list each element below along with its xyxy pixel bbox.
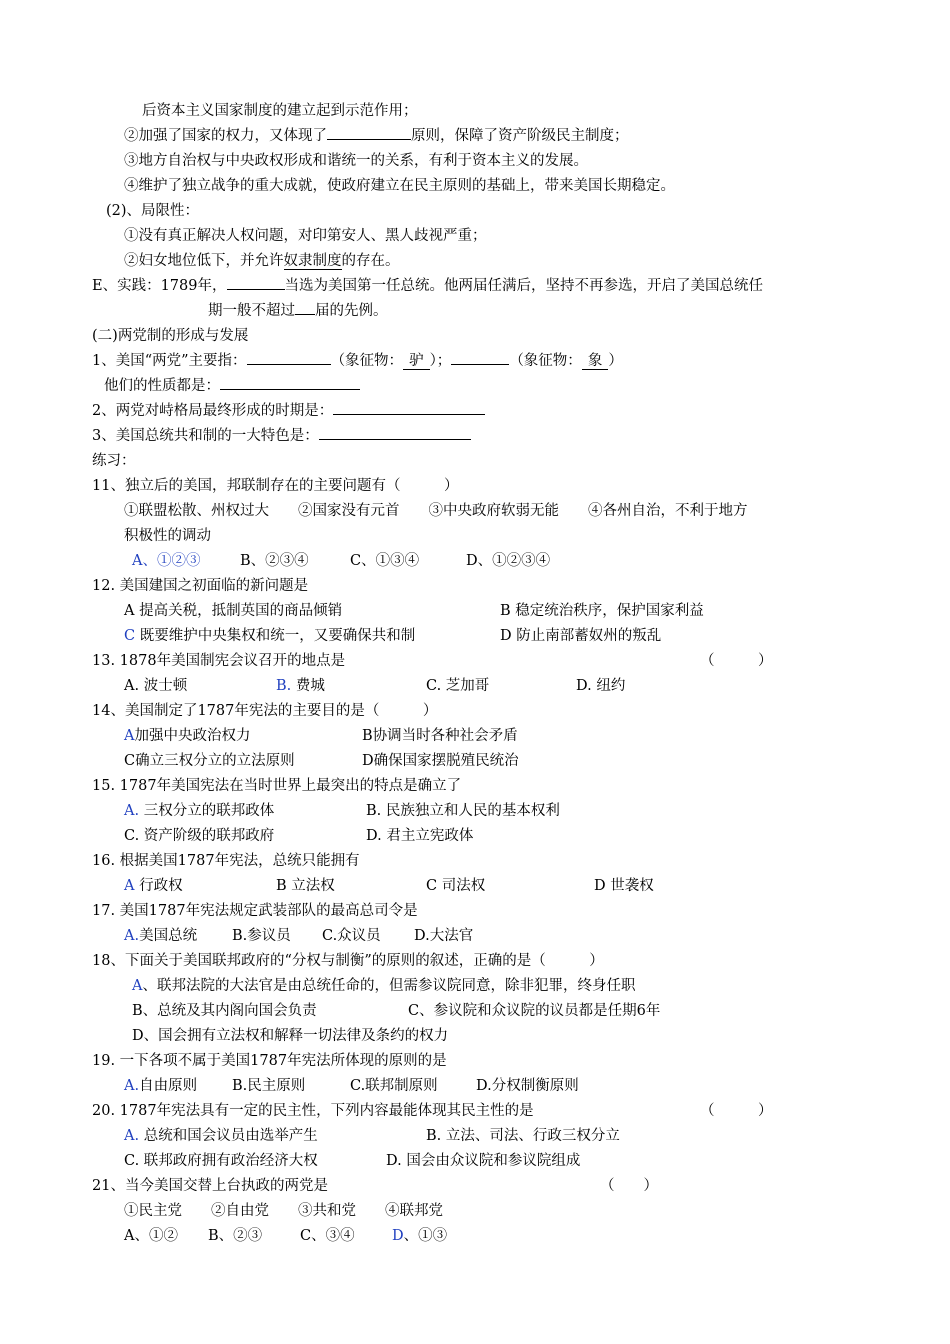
q16-option-c: C 司法权 [426, 878, 486, 894]
text: 他们的性质都是： [104, 378, 220, 394]
blank [220, 389, 360, 390]
q21-option-c: C、③④ [300, 1228, 355, 1244]
q14-option-d: D确保国家摆脱殖民统治 [362, 753, 519, 769]
q17-option-a [124, 927, 197, 945]
q11-option-b: B、②③④ [240, 553, 309, 569]
text: 加强中央政治权力 [134, 728, 251, 744]
q19-option-c: C.联邦制原则 [350, 1078, 438, 1094]
q12-stem: 12. 美国建国之初面临的新问题是 [92, 578, 309, 594]
q17-stem: 17. 美国1787年宪法规定武装部队的最高总司令是 [92, 903, 418, 919]
limitations-item-2 [124, 252, 400, 270]
answer-letter: A. [124, 928, 140, 944]
two-party-nature [104, 377, 360, 395]
q20-stem: 20. 1787年宪法具有一定的民主性，下列内容最能体现其民主性的是 [92, 1103, 534, 1119]
answer-letter: A [124, 878, 135, 894]
q21-stem: 21、当今美国交替上台执政的两党是 [92, 1178, 328, 1194]
q18-option-a [132, 977, 635, 995]
q19-option-b: B.民主原则 [232, 1078, 306, 1094]
answer-letter: A. [124, 1078, 140, 1094]
q15-stem: 15. 1787年美国宪法在当时世界上最突出的特点是确立了 [92, 778, 462, 794]
exercise-heading: 练习： [92, 453, 136, 469]
answer-letter: A [124, 728, 135, 744]
text: ②妇女地位低下，并允许 [124, 253, 284, 269]
two-party-q1 [92, 352, 623, 370]
q12-option-a: A 提高关税，抵制英国的商品倾销 [124, 603, 343, 619]
q13-option-d: D. 纽约 [576, 678, 626, 694]
text: 、①③ [403, 1228, 448, 1244]
q16-option-a [124, 877, 183, 895]
text: 的存在。 [341, 253, 400, 269]
text: ） [608, 353, 623, 369]
q20-option-d: D. 国会由众议院和参议院组成 [386, 1153, 581, 1169]
blank [295, 314, 315, 315]
text: 届的先例。 [315, 303, 388, 319]
q15-option-d: D. 君主立宪政体 [366, 828, 474, 844]
text: 期一般不超过 [208, 303, 295, 319]
q14-option-b: B协调当时各种社会矛盾 [362, 728, 518, 744]
blank [319, 439, 471, 440]
two-party-q2 [92, 402, 485, 420]
symbol-elephant: 象 [582, 353, 609, 370]
symbol-donkey: 驴 [403, 353, 430, 370]
practice-line-1 [92, 277, 763, 295]
q13-option-c: C. 芝加哥 [426, 678, 490, 694]
q14-stem: 14、美国制定了1787年宪法的主要目的是（ ） [92, 703, 438, 719]
answer-letter: A. [124, 1128, 140, 1144]
q11-option-d: D、①②③④ [466, 553, 551, 569]
blank [227, 289, 285, 290]
text: （象征物： [509, 353, 582, 369]
q13-option-a: A. 波士顿 [124, 678, 188, 694]
significance-item-4: ④维护了独立战争的重大成就，使政府建立在民主原则的基础上，带来美国长期稳定。 [124, 178, 675, 194]
significance-item-2 [124, 127, 629, 145]
q20-option-c: C. 联邦政府拥有政治经济大权 [124, 1153, 318, 1169]
answer-letter: A. [124, 803, 140, 819]
q21-option-d [392, 1227, 447, 1245]
q19-option-a [124, 1077, 197, 1095]
q14-option-c: C确立三权分立的立法原则 [124, 753, 295, 769]
q11-options-line-1: ①联盟松散、州权过大 ②国家没有元首 ③中央政府软弱无能 ④各州自治，不利于地方 [124, 503, 748, 519]
text: 3、美国总统共和制的一大特色是： [92, 428, 319, 444]
q21-option-a: A、①② [124, 1228, 178, 1244]
text: E、实践：1789年， [92, 278, 227, 294]
q15-option-a [124, 802, 274, 820]
q19-stem: 19. 一下各项不属于美国1787年宪法所体现的原则的是 [92, 1053, 447, 1069]
q11-option-c: C、①③④ [350, 553, 420, 569]
practice-line-2 [208, 302, 388, 320]
text: 2、两党对峙格局最终形成的时期是： [92, 403, 334, 419]
two-party-heading: (二)两党制的形成与发展 [92, 328, 249, 344]
text: 费城 [291, 678, 325, 694]
answer-letter: C [124, 628, 136, 644]
two-party-q3 [92, 427, 471, 445]
limitations-item-1: ①没有真正解决人权问题，对印第安人、黑人歧视严重； [124, 228, 487, 244]
q17-option-c: C.众议员 [322, 928, 381, 944]
text: 总统和国会议员由选举产生 [139, 1128, 318, 1144]
q11-option-a: A、①②③ [132, 553, 201, 569]
text: 当选为美国第一任总统。他两届任满后，坚持不再参选，开启了美国总统任 [284, 278, 763, 294]
q20-option-b: B. 立法、司法、行政三权分立 [426, 1128, 620, 1144]
q12-option-d: D 防止南部蓄奴州的叛乱 [500, 628, 662, 644]
blank [333, 414, 485, 415]
q12-option-c [124, 627, 415, 645]
q21-option-b: B、②③ [208, 1228, 263, 1244]
q18-option-d: D、国会拥有立法权和解释一切法律及条约的权力 [132, 1028, 449, 1044]
text: 、联邦法院的大法官是由总统任命的，但需参议院同意，除非犯罪，终身任职 [142, 978, 636, 994]
text: 原则，保障了资产阶级民主制度； [411, 128, 629, 144]
blank [247, 364, 331, 365]
filled-blank: 奴隶制度 [283, 253, 342, 269]
q16-stem: 16. 根据美国1787年宪法，总统只能拥有 [92, 853, 360, 869]
q11-stem: 11、独立后的美国，邦联制存在的主要问题有（ ） [92, 478, 459, 494]
q13-option-b [276, 677, 325, 695]
q14-option-a [124, 727, 250, 745]
text: （象征物： [330, 353, 404, 369]
answer-letter: D [392, 1228, 404, 1244]
q19-option-d: D.分权制衡原则 [476, 1078, 579, 1094]
q15-option-c: C. 资产阶级的联邦政府 [124, 828, 275, 844]
q17-option-d: D.大法官 [414, 928, 474, 944]
blank [327, 139, 411, 140]
q20-option-a [124, 1127, 318, 1145]
q11-options-line-2: 积极性的调动 [124, 528, 211, 544]
significance-item-1-cont: 后资本主义国家制度的建立起到示范作用； [142, 103, 418, 119]
q21-options: ①民主党 ②自由党 ③共和党 ④联邦党 [124, 1203, 443, 1219]
significance-item-3: ③地方自治权与中央政权形成和谐统一的关系，有利于资本主义的发展。 [124, 153, 588, 169]
q16-option-d: D 世袭权 [594, 878, 654, 894]
answer-letter: A [132, 978, 143, 994]
q18-option-c: C、参议院和众议院的议员都是任期6年 [408, 1003, 661, 1019]
q17-option-b: B.参议员 [232, 928, 291, 944]
text: 1、美国“两党”主要指： [92, 353, 247, 369]
text: 三权分立的联邦政体 [139, 803, 275, 819]
q18-option-b: B、总统及其内阁向国会负责 [132, 1003, 317, 1019]
q20-answer-paren: （ ） [700, 1103, 773, 1119]
text: ②加强了国家的权力，又体现了 [124, 128, 327, 144]
limitations-heading: (2)、局限性： [106, 203, 200, 219]
q16-option-b: B 立法权 [276, 878, 335, 894]
blank [451, 364, 509, 365]
text: ）； [429, 353, 452, 369]
q13-answer-paren: （ ） [700, 653, 773, 669]
text: 既要维护中央集权和统一，又要确保共和制 [135, 628, 416, 644]
answer-letter: B. [276, 678, 292, 694]
q21-answer-paren: （ ） [600, 1178, 658, 1194]
q13-stem: 13. 1878年美国制宪会议召开的地点是 [92, 653, 346, 669]
q18-stem: 18、下面关于美国联邦政府的“分权与制衡”的原则的叙述，正确的是（ ） [92, 953, 604, 969]
text: 美国总统 [139, 928, 198, 944]
q12-option-b: B 稳定统治秩序，保护国家利益 [500, 603, 704, 619]
q15-option-b: B. 民族独立和人民的基本权利 [366, 803, 560, 819]
text: 行政权 [134, 878, 183, 894]
text: 自由原则 [139, 1078, 198, 1094]
